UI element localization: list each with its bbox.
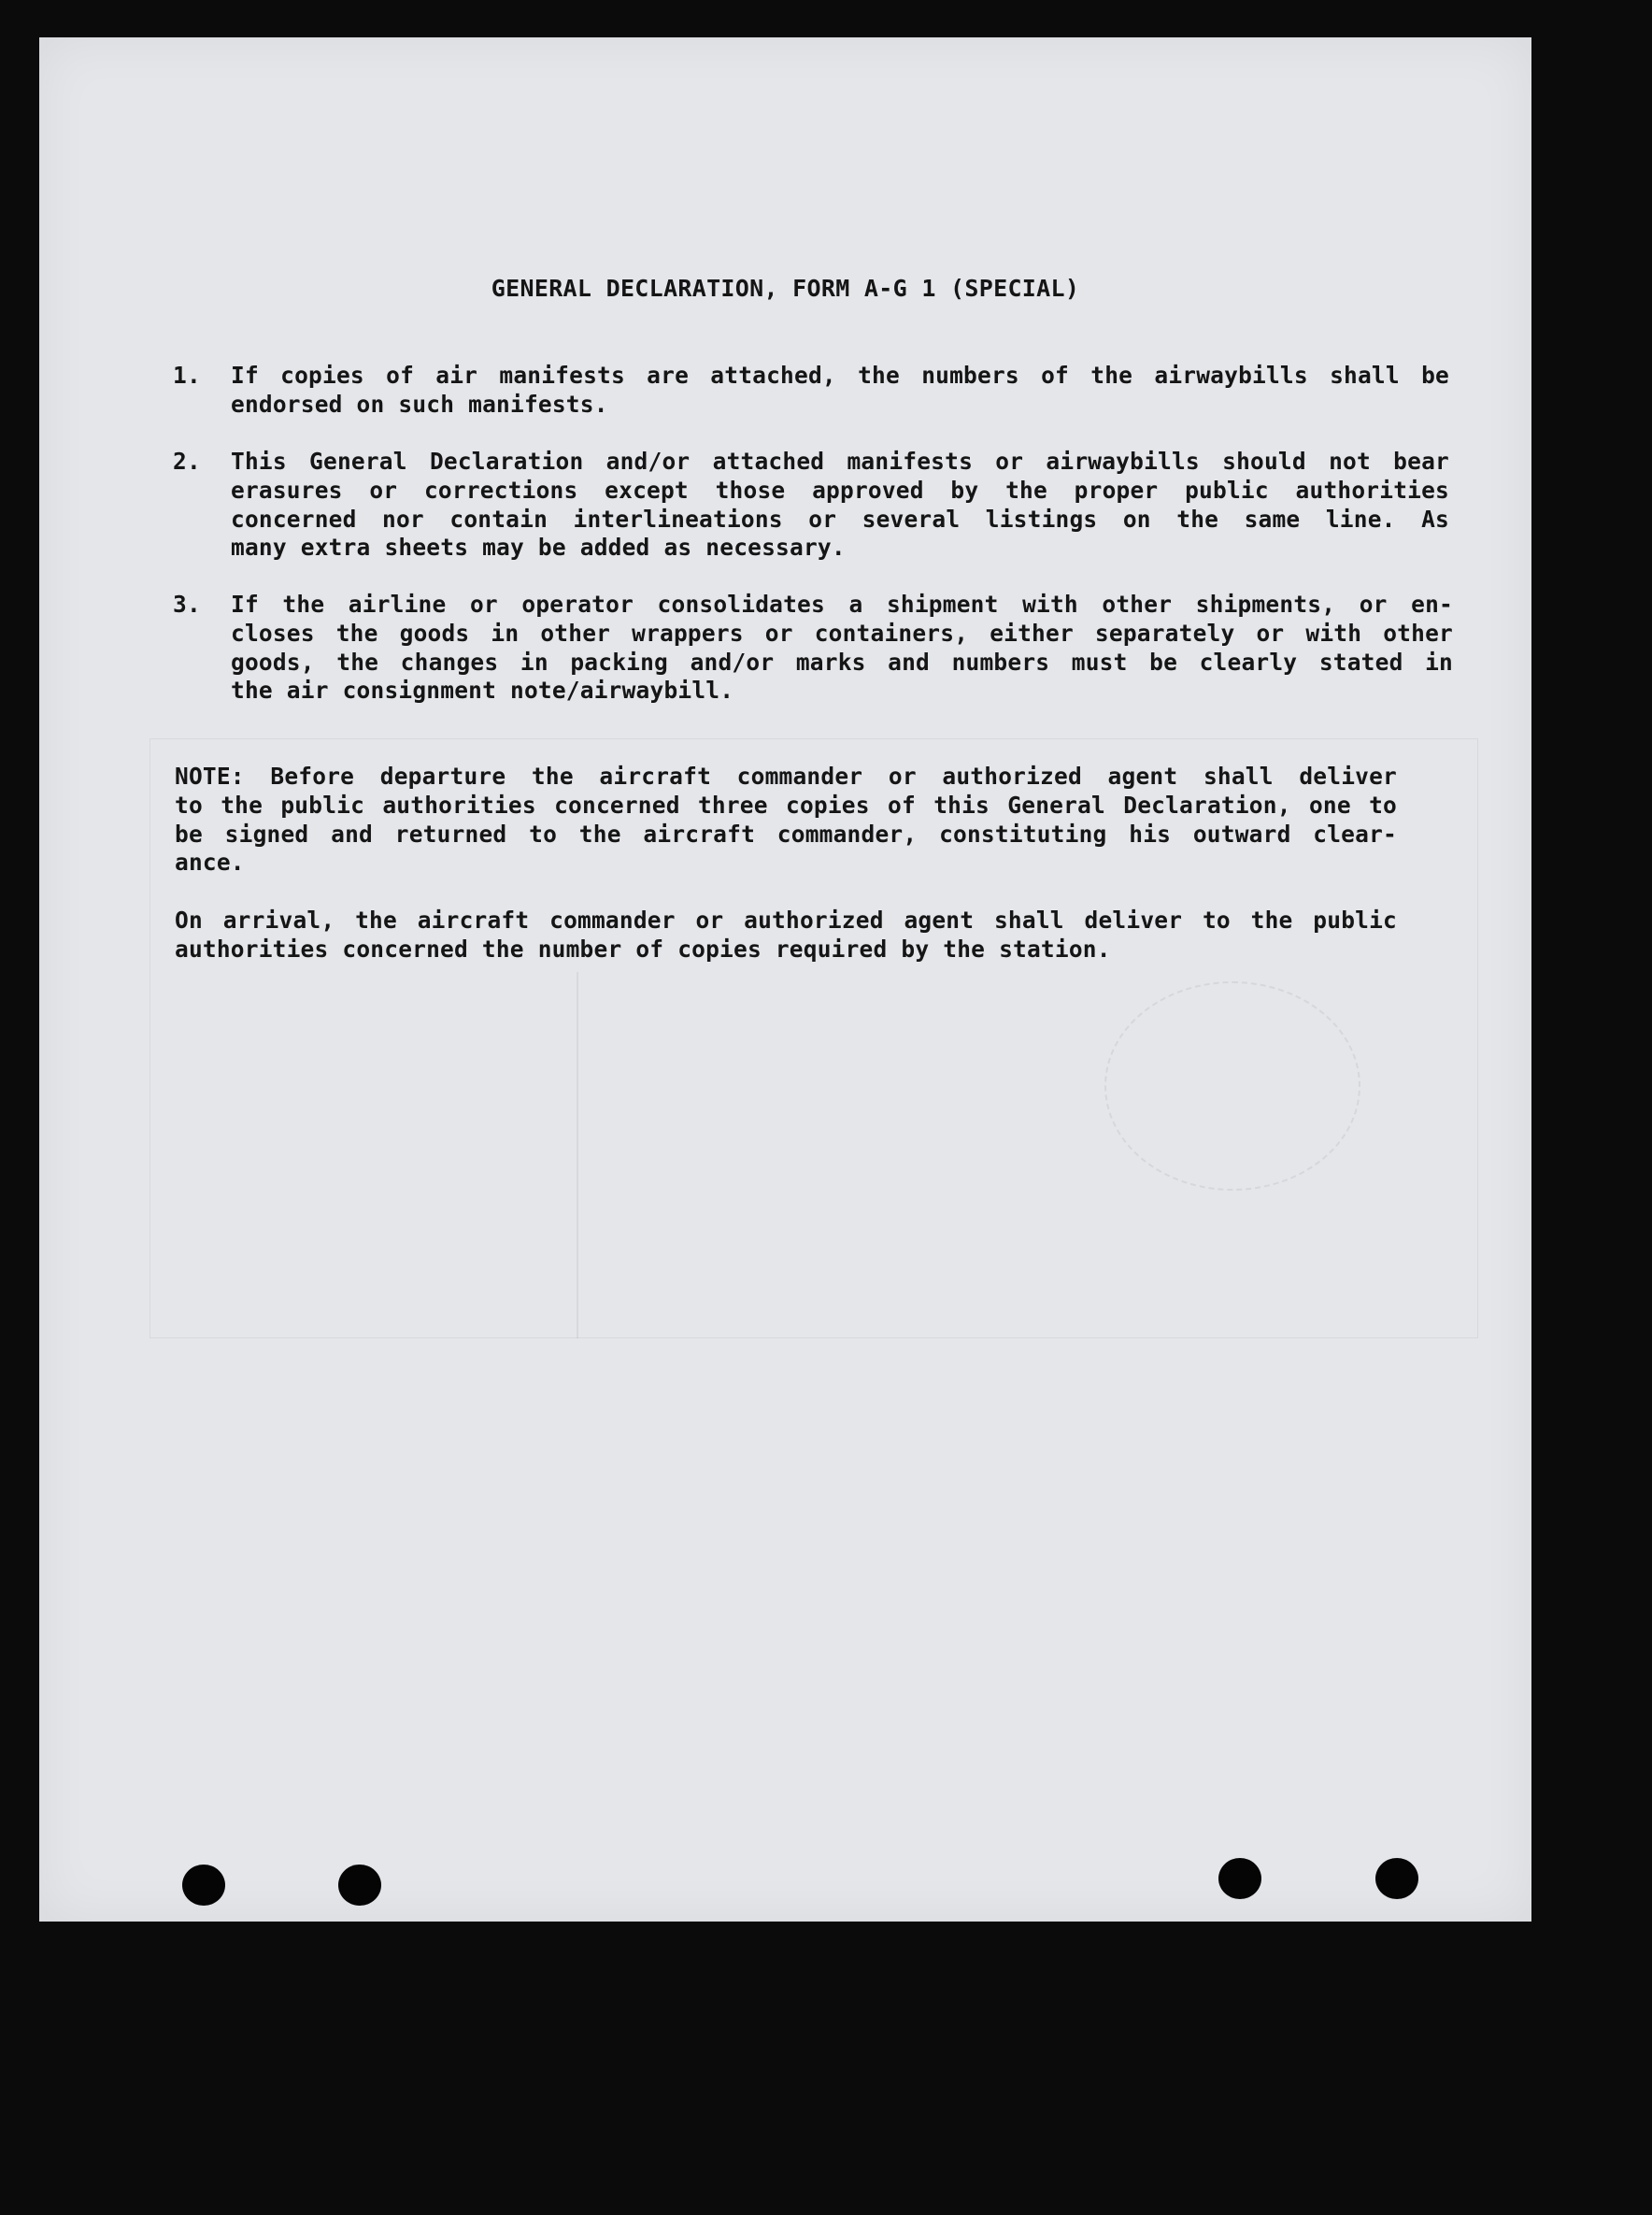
note-line: ance. [175,849,245,877]
item-number: 2. [173,448,201,475]
item-line: the air consignment note/airwaybill. [231,677,734,705]
arrival-line: On arrival, the aircraft commander or authorized agent shall deliver to the public [175,907,1397,934]
note-line: be signed and returned to the aircraft commander, constituting his outward clear- [175,820,1397,848]
punch-hole-icon [338,1865,381,1906]
item-line: concerned nor contain interlineations or several listings on the same line. As [231,505,1449,533]
item-line: endorsed on such manifests. [231,390,608,418]
paper-sheet [39,37,1531,1922]
item-line: erasures or corrections except those approved by the proper public authorities [231,476,1449,504]
item-line: If the airline or operator consolidates a shipment with other shipments, or en- [231,591,1453,618]
punch-hole-icon [182,1865,225,1906]
declaration-text [39,37,1531,1922]
punch-hole-icon [1218,1858,1261,1899]
arrival-paragraph [175,907,1397,965]
item-line: closes the goods in other wrappers or containers, either separately or with other [231,619,1453,647]
item-line: This General Declaration and/or attached manifests or airwaybills should not bear [231,448,1449,475]
punch-hole-icon [1375,1858,1418,1899]
note-line: NOTE: Before departure the aircraft commander or authorized agent shall deliver [175,763,1397,790]
item-line: many extra sheets may be added as necessary. [231,534,846,562]
note-paragraph [175,763,1397,878]
arrival-line: authorities concerned the number of copies required by the station. [175,935,1111,963]
item-line: goods, the changes in packing and/or marks and numbers must be clearly stated in [231,648,1453,676]
item-number: 1. [173,362,201,389]
item-number: 3. [173,591,201,618]
note-line: to the public authorities concerned three copies of this General Declaration, one to [175,791,1397,819]
item-line: If copies of air manifests are attached, the numbers of the airwaybills shall be [231,362,1449,389]
document-title: GENERAL DECLARATION, FORM A-G 1 (SPECIAL) [491,275,1080,302]
